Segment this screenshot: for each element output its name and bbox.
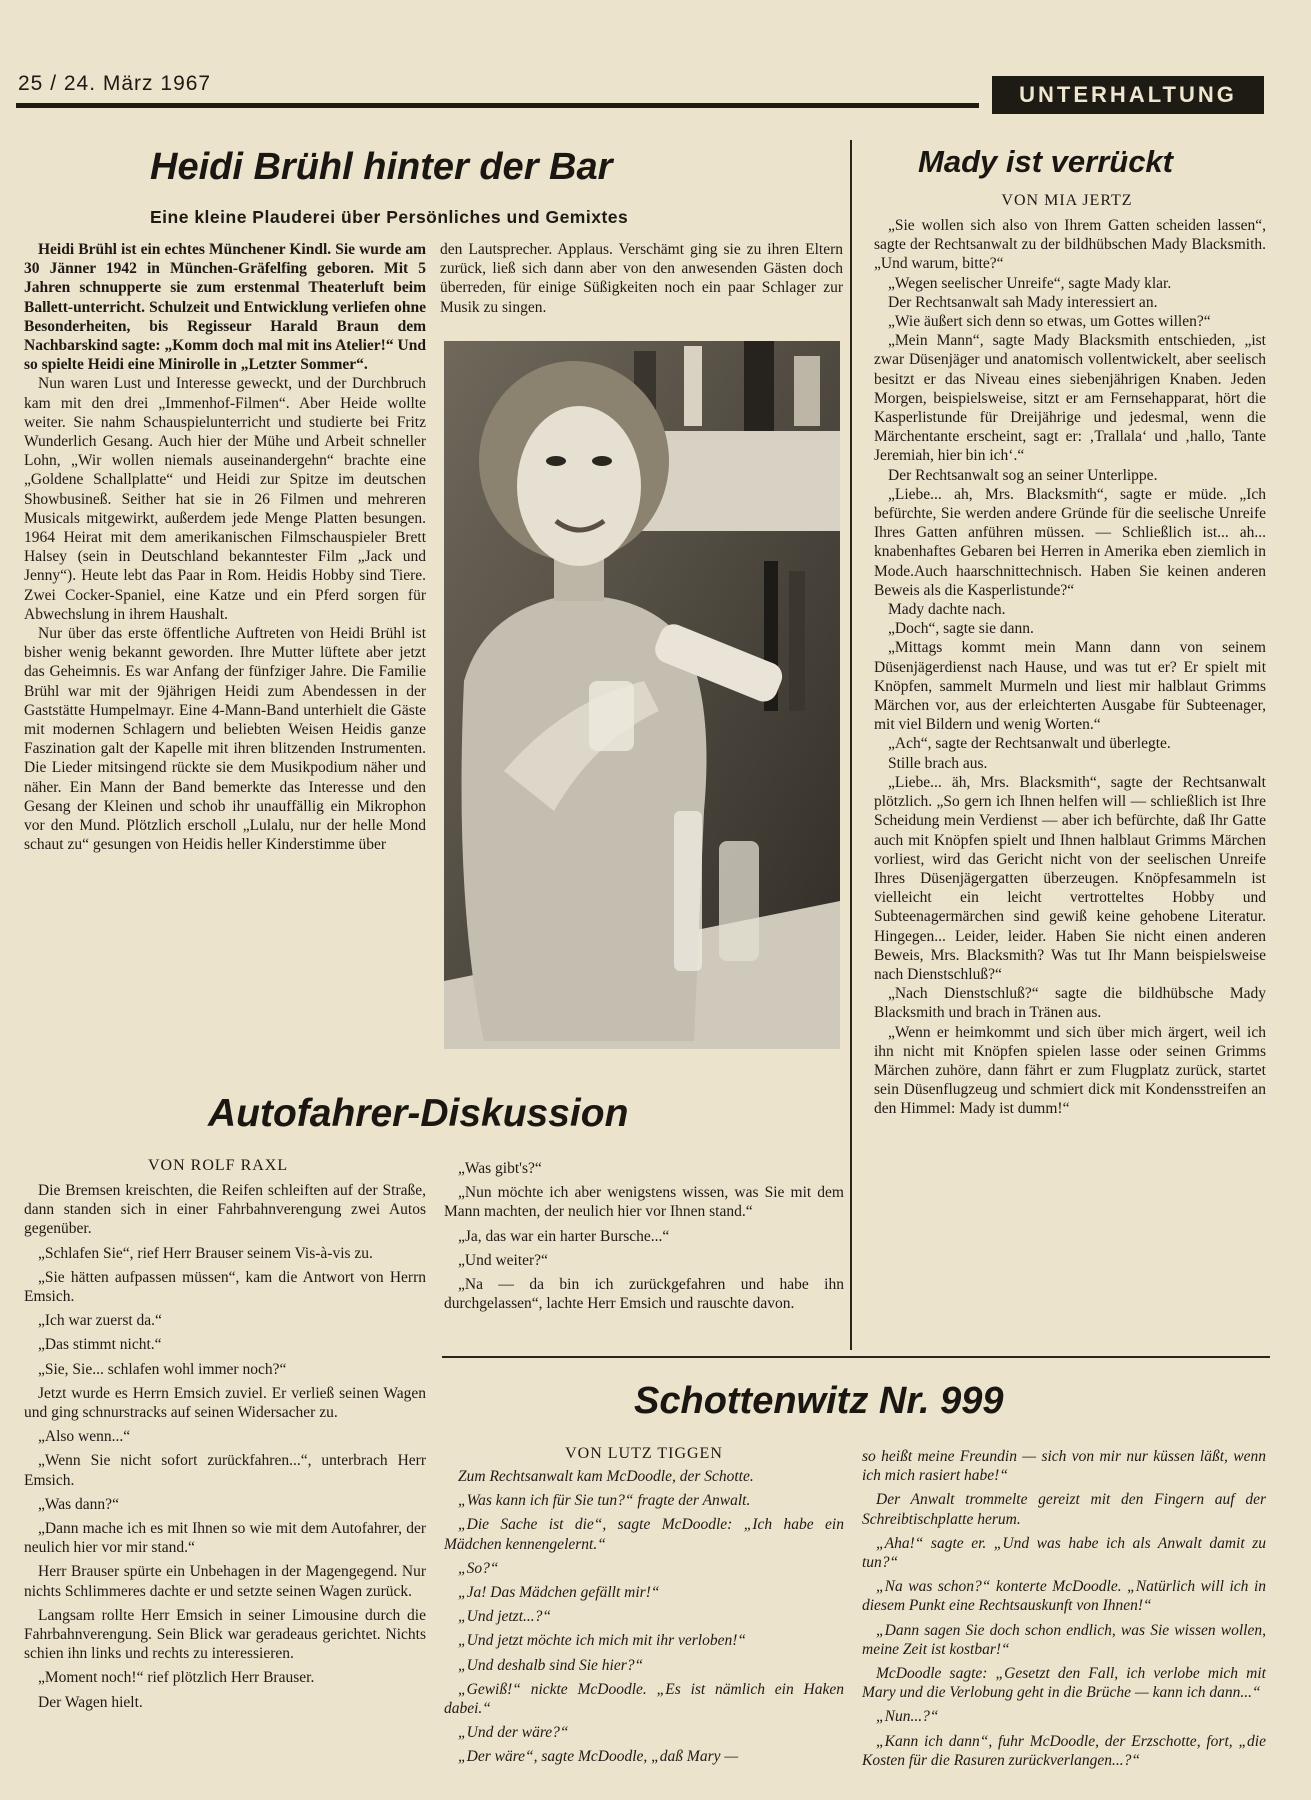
section-label: UNTERHALTUNG: [992, 76, 1264, 114]
schotten-paragraph: „Die Sache ist die“, sagte McDoodle: „Ich habe ein Mädchen kennengelernt.“: [444, 1516, 844, 1553]
schotten-paragraph: „Und jetzt...?“: [458, 1608, 552, 1626]
mady-paragraph: „Wie äußert sich denn so etwas, um Gottes willen?“: [888, 313, 1211, 331]
auto-paragraph: Herr Brauser spürte ein Unbehagen in der Magengegend. Nur nichts Schlimmeres dachte er und setzte seinen Wagen zurück.: [24, 1563, 426, 1600]
schotten-title: Schottenwitz Nr. 999: [634, 1380, 1004, 1422]
section-divider: [442, 1356, 1270, 1358]
mady-paragraph: „Mittags kommt mein Mann dann von seinem Düsenjägerdienst nach Hause, und was tut er? Er spielt mit Knöpfen, sammelt Murmeln und liest mir halblaut Grimms Märchen vor, aus der erleichterten Ausgabe für Subteenager, mit viel Bildern und wenig Worten.“: [874, 639, 1266, 734]
auto-paragraph: „Also wenn...“: [38, 1428, 131, 1446]
schotten-paragraph: „Nun...?“: [876, 1708, 939, 1726]
schotten-paragraph: „Und jetzt möchte ich mich mit ihr verloben!“: [458, 1632, 746, 1650]
mady-paragraph: „Mein Mann“, sagte Mady Blacksmith entschieden, „ist zwar Düsenjäger und anatomisch vollentwickelt, aber seelisch besitzt er das Niveau eines siebenjährigen Knaben. Jeden Morgen, beispielsweise, sitzt er am Fernsehapparat, hört die Kasperlistunde für Dreijährige und jedesmal, wenn die Märchentante erscheint, sagt er: ‚Trallala‘ und ‚hallo, Tante Jeremiah, hier bin ich‘.“: [874, 332, 1266, 465]
schotten-paragraph: Zum Rechtsanwalt kam McDoodle, der Schotte.: [458, 1468, 754, 1485]
schotten-paragraph: „Der wäre“, sagte McDoodle, „daß Mary —: [458, 1748, 739, 1766]
auto-paragraph: Der Wagen hielt.: [38, 1693, 143, 1711]
bruehl-column-left: [24, 240, 426, 855]
mady-paragraph: „Ach“, sagte der Rechtsanwalt und überlegte.: [888, 735, 1171, 753]
auto-paragraph: „Ja, das war ein harter Bursche...“: [458, 1227, 670, 1245]
schotten-paragraph: „Was kann ich für Sie tun?“ fragte der Anwalt.: [458, 1492, 751, 1510]
mady-paragraph: „Doch“, sagte sie dann.: [888, 620, 1034, 638]
auto-paragraph: „Und weiter?“: [458, 1251, 548, 1269]
bruehl-column-right: [440, 240, 843, 317]
mady-paragraph: Mady dachte nach.: [888, 601, 1006, 619]
mady-paragraph: „Sie wollen sich also von Ihrem Gatten scheiden lassen“, sagte der Rechtsanwalt zu der bildhübschen Mady Blacksmith. „Und warum, bitte?“: [874, 217, 1266, 273]
auto-paragraph: Die Bremsen kreischten, die Reifen schleiften auf der Straße, dann standen sich in einer Fahrbahnverengung zwei Autos gegenüber.: [24, 1182, 426, 1238]
auto-paragraph: „Sie, Sie... schlafen wohl immer noch?“: [38, 1360, 287, 1378]
mady-paragraph: Der Rechtsanwalt sah Mady interessiert an.: [888, 293, 1158, 311]
mady-paragraph: „Liebe... äh, Mrs. Blacksmith“, sagte der Rechtsanwalt plötzlich. „So gern ich Ihnen helfen will — schließlich ist Ihre Scheidung mein Verdienst — aber ich befürchte, daß Ihr Gatte auch mit Knöpfen spielt und Ihnen halblaut Grimms Märchen vorliest, wird das Gericht nicht von der seelischen Unreife Ihres Düsenjägergatten überzeugen. Knöpfesammeln ist vielleicht ein leicht vertrotteltes Hobby und Subteenagermärchen sind gewiß keine gehobene Literatur. Hingegen... Leider, leider. Haben Sie nicht einen anderen Beweis, Mrs. Blacksmith? Was tut Ihr Mann beispielsweise nach Dienstschluß?“: [874, 773, 1266, 983]
schotten-paragraph: „Ja! Das Mädchen gefällt mir!“: [458, 1584, 660, 1602]
bruehl-title: Heidi Brühl hinter der Bar: [150, 146, 613, 188]
schotten-column-left: [444, 1467, 844, 1772]
auto-paragraph: „Das stimmt nicht.“: [38, 1336, 162, 1354]
mady-paragraph: Der Rechtsanwalt sog an seiner Unterlippe.: [888, 466, 1158, 484]
auto-paragraph: „Dann mache ich es mit Ihnen so wie mit dem Autofahrer, der neulich hier vor mir stand.“: [24, 1520, 426, 1557]
auto-title: Autofahrer-Diskussion: [208, 1092, 629, 1135]
mady-byline: VON MIA JERTZ: [1001, 192, 1133, 209]
mady-column: [874, 216, 1266, 1119]
schotten-paragraph: „Aha!“ sagte er. „Und was habe ich als Anwalt damit zu tun?“: [862, 1534, 1266, 1572]
schotten-column-right: [862, 1447, 1266, 1775]
auto-paragraph: „Nun möchte ich aber wenigstens wissen, was Sie mit dem Mann machten, der neulich hier vor Ihnen stand.“: [444, 1184, 844, 1221]
auto-paragraph: „Was dann?“: [38, 1495, 119, 1513]
heidi-photo: [444, 341, 840, 1049]
auto-column-right: [444, 1159, 844, 1318]
mady-title: Mady ist verrückt: [918, 144, 1173, 179]
auto-paragraph: „Ich war zuerst da.“: [38, 1312, 162, 1330]
page-date: 25 / 24. März 1967: [18, 72, 212, 95]
schotten-paragraph: so heißt meine Freundin — sich von mir nur küssen läßt, wenn ich mich rasiert habe!“: [862, 1448, 1266, 1485]
bruehl-paragraph: den Lautsprecher. Applaus. Verschämt ging sie zu ihren Eltern zurück, ließ sich dann aber von den anwesenden Gästen doch überreden, für einige Süßigkeiten noch ein paar Schlager zur Musik zu singen.: [440, 241, 843, 316]
schotten-paragraph: Der Anwalt trommelte gereizt mit den Fingern auf der Schreibtischplatte herum.: [862, 1491, 1266, 1528]
auto-paragraph: Jetzt wurde es Herrn Emsich zuviel. Er verließ seinen Wagen und ging schnurstracks auf seinen Widersacher zu.: [24, 1384, 426, 1422]
schotten-paragraph: „Und deshalb sind Sie hier?“: [458, 1656, 644, 1674]
mady-paragraph: „Nach Dienstschluß?“ sagte die bildhübsche Mady Blacksmith und brach in Tränen aus.: [874, 985, 1266, 1022]
schotten-paragraph: „Und der wäre?“: [458, 1724, 569, 1742]
column-divider: [850, 140, 852, 1350]
auto-paragraph: „Schlafen Sie“, rief Herr Brauser seinem Vis-à-vis zu.: [38, 1244, 373, 1262]
schotten-paragraph: „So?“: [458, 1559, 499, 1577]
mady-paragraph: „Liebe... ah, Mrs. Blacksmith“, sagte er müde. „Ich befürchte, Sie werden andere Gründe für die seelische Unreife Ihres Gatten anführen müssen. — Schließlich ist... ah... knabenhaftes Gebaren bei Herren in Amerika eben ziemlich in Mode.Auch haarschnittechnisch. Haben Sie keinen anderen Beweis als die Kasperlistunde?“: [874, 485, 1266, 599]
schotten-paragraph: „Dann sagen Sie doch schon endlich, was Sie wissen wollen, meine Zeit ist kostbar!“: [862, 1621, 1266, 1658]
bruehl-paragraph: Nur über das erste öffentliche Auftreten von Heidi Brühl ist bisher wenig bekannt geworden. Ihre Mutter lüftete aber jetzt das Geheimnis. Es war Anfang der fünfziger Jahre. Die Familie Brühl war mit der 9jährigen Heidi zum Abendessen in der Gaststätte Humpelmayr. Eine 4-Mann-Band unterhielt die Gäste mit modernen Schlagern und beliebten Weisen Heidis ganze Faszination galt der Kapelle mit ihren blitzenden Instrumenten. Die Lieder mitsingend rückte sie dem Musikpodium näher und näher. Ein Mann der Band bemerkte das Interesse und den Gesang der Kleinen und schob ihr unauffällig ein Mikrophon vor den Mund. Plötzlich erscholl „Lulalu, nur der helle Mond schaut zu“ gesungen von Heidis heller Kinderstimme über: [24, 625, 426, 854]
mady-paragraph: „Wenn er heimkommt und sich über mich ärgert, weil ich ihn nicht mit Knöpfen spielen lasse oder seinen Grimms Märchen zuhöre, dann fährt er zum Flugplatz zurück, startet sein Düsenflugzeug und schmiert dick mit Kondensstreifen an den Himmel: Mady ist dumm!“: [874, 1023, 1266, 1118]
bruehl-lead: Heidi Brühl ist ein echtes Münchener Kindl. Sie wurde am 30 Jänner 1942 in München-Gräfelfing geboren. Mit 5 Jahren schnupperte sie zum erstenmal Theaterluft beim Ballett-unterricht. Schulzeit und Entwicklung verliefen ohne Besonderheiten, bis Regisseur Harald Braun dem Nachbarskind sagte: „Komm doch mal mit ins Atelier!“ Und so spielte Heidi eine Minirolle in „Letzter Sommer“.: [24, 241, 426, 374]
header-rule: [16, 103, 979, 108]
bruehl-paragraph: Nun waren Lust und Interesse geweckt, und der Durchbruch kam mit den drei „Immenhof-Filmen“. Aber Heide wollte weiter. Sie nahm Schauspielunterricht und studierte bei Fritz Wunderlich Gesang. Auch hier der Mühe und Arbeit schneller Lohn, „Wir wollen niemals auseinandergehn“ brachte eine „Goldene Schallplatte“ und Heidi zur Spitze im deutschen Showbusineß. Seither hat sie in 26 Filmen und mehreren Musicals mitgewirkt, außerdem jede Menge Platten besungen. 1964 Heirat mit dem amerikanischen Filmschauspieler Brett Halsey (sein in Deutschland bekanntester Film „Jack und Jenny“). Heute lebt das Paar in Rom. Heidis Hobby sind Tiere. Zwei Cocker-Spaniel, eine Katze und ein Pferd sorgen für Abwechslung in ihrem Haushalt.: [24, 375, 426, 623]
schotten-byline: VON LUTZ TIGGEN: [565, 1445, 723, 1462]
auto-column-left: [24, 1181, 426, 1717]
mady-paragraph: „Wegen seelischer Unreife“, sagte Mady klar.: [888, 274, 1172, 292]
auto-paragraph: „Na — da bin ich zurückgefahren und habe ihn durchgelassen“, lachte Herr Emsich und rauschte davon.: [444, 1276, 844, 1313]
auto-paragraph: „Moment noch!“ rief plötzlich Herr Brauser.: [38, 1669, 315, 1687]
auto-byline: VON ROLF RAXL: [148, 1157, 289, 1174]
auto-paragraph: „Wenn Sie nicht sofort zurückfahren...“, unterbrach Herr Emsich.: [24, 1452, 426, 1489]
auto-paragraph: „Was gibt's?“: [458, 1160, 542, 1177]
heidi-photo-image: [444, 341, 840, 1049]
schotten-paragraph: „Na was schon?“ konterte McDoodle. „Natürlich will ich in diesem Punkt eine Rechtsauskunft von Ihnen!“: [862, 1578, 1266, 1615]
mady-paragraph: Stille brach aus.: [888, 754, 988, 772]
schotten-paragraph: „Kann ich dann“, fuhr McDoodle, der Erzschotte, fort, „die Kosten für die Rasuren zurückverlangen...?“: [862, 1732, 1266, 1769]
auto-paragraph: Langsam rollte Herr Emsich in seiner Limousine durch die Fahrbahnverengung. Sein Blick war geradeaus gerichtet. Nichts schien ihn links und rechts zu interessieren.: [24, 1606, 426, 1663]
auto-paragraph: „Sie hätten aufpassen müssen“, kam die Antwort von Herrn Emsich.: [24, 1268, 426, 1306]
bruehl-subtitle: Eine kleine Plauderei über Persönliches und Gemixtes: [150, 207, 629, 227]
schotten-paragraph: McDoodle sagte: „Gesetzt den Fall, ich verlobe mich mit Mary und die Verlobung geht in die Brüche — kann ich dann...“: [862, 1665, 1266, 1702]
schotten-paragraph: „Gewiß!“ nickte McDoodle. „Es ist nämlich ein Haken dabei.“: [444, 1680, 844, 1718]
